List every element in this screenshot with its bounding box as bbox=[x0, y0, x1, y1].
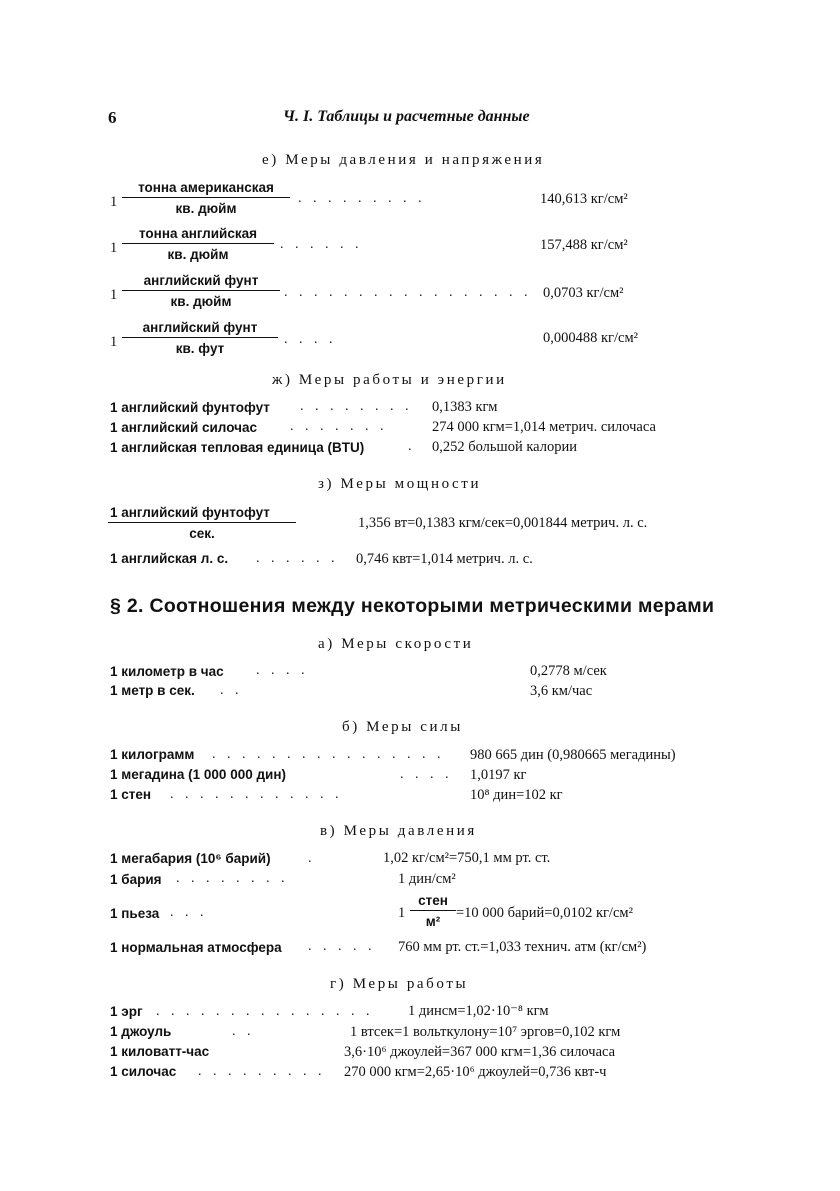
value: 1 дин/см² bbox=[398, 871, 456, 887]
fraction-numerator: 1 английский фунтофут bbox=[108, 505, 296, 523]
leader-dots: . . . . bbox=[284, 332, 337, 347]
section-title-pressure-metric: в) Меры давления bbox=[320, 823, 477, 839]
row-label: 1 силочас bbox=[110, 1064, 177, 1079]
running-title: Ч. I. Таблицы и расчетные данные bbox=[283, 108, 530, 125]
fraction-numerator: тонна американская bbox=[122, 180, 290, 198]
fraction-numerator: английский фунт bbox=[122, 273, 280, 291]
section-title-force: б) Меры силы bbox=[342, 719, 463, 735]
leader-dots: . . . . . . . . bbox=[300, 399, 413, 414]
section-heading: § 2. Соотношения между некоторыми метрическими мерами bbox=[110, 595, 715, 617]
value: 980 665 дин (0,980665 мегадины) bbox=[470, 747, 676, 763]
leader-dots: . . . . . . . . . bbox=[198, 1064, 326, 1079]
fraction-denominator: кв. фут bbox=[175, 341, 225, 356]
value: 157,488 кг/см² bbox=[540, 237, 628, 253]
leader-dots: . . . . . . . bbox=[290, 419, 388, 434]
fraction-denominator: кв. дюйм bbox=[175, 201, 237, 216]
value: 0,000488 кг/см² bbox=[543, 330, 638, 346]
row-label: 1 бария bbox=[110, 872, 162, 887]
value: 274 000 кгм=1,014 метрич. силочаса bbox=[432, 419, 656, 435]
numeral-one: 1 bbox=[110, 287, 118, 303]
row-label: 1 нормальная атмосфера bbox=[110, 940, 282, 955]
leader-dots: . . bbox=[232, 1024, 255, 1039]
row-label: 1 метр в сек. bbox=[110, 683, 195, 698]
leader-dots: . . . . bbox=[256, 663, 309, 678]
value: 1,02 кг/см²=750,1 мм рт. ст. bbox=[383, 850, 551, 866]
leader-dots: . bbox=[308, 851, 316, 866]
value: 270 000 кгм=2,65·10⁶ джоулей=0,736 квт-ч bbox=[344, 1064, 607, 1080]
leader-dots: . . . . . . bbox=[256, 551, 339, 566]
value: 0,746 квт=1,014 метрич. л. с. bbox=[356, 551, 533, 567]
leader-dots: . . bbox=[220, 683, 243, 698]
fraction-numerator: английский фунт bbox=[122, 320, 278, 338]
value: 140,613 кг/см² bbox=[540, 191, 628, 207]
row-label: 1 мегадина (1 000 000 дин) bbox=[110, 767, 286, 782]
row-label: 1 килограмм bbox=[110, 747, 195, 762]
value: 0,1383 кгм bbox=[432, 399, 498, 415]
fraction bbox=[122, 273, 280, 309]
row-label: 1 пьеза bbox=[110, 906, 160, 921]
row-label: 1 английский фунтофут bbox=[110, 400, 270, 415]
row-label: 1 стен bbox=[110, 787, 152, 802]
value: 3,6·10⁶ джоулей=367 000 кгм=1,36 силочаса bbox=[344, 1044, 616, 1060]
value: 0,252 большой калории bbox=[432, 439, 577, 455]
section-title-work-energy: ж) Меры работы и энергии bbox=[272, 372, 507, 388]
fraction-denominator: м² bbox=[425, 914, 441, 929]
fraction bbox=[122, 320, 278, 356]
row-label: 1 английская л. с. bbox=[110, 551, 229, 566]
value: 1 втсек=1 вольткулону=10⁷ эргов=0,102 кгм bbox=[350, 1024, 621, 1040]
leader-dots: . . . . . bbox=[308, 939, 376, 954]
section-title-power: з) Меры мощности bbox=[318, 476, 482, 492]
row-label: 1 эрг bbox=[110, 1004, 143, 1019]
leader-dots: . . . bbox=[170, 905, 208, 920]
value-numeral: 1 bbox=[398, 905, 406, 921]
numeral-one: 1 bbox=[110, 194, 118, 210]
leader-dots: . . . . . . . . . . . . bbox=[170, 787, 343, 802]
row-label: 1 киловатт-час bbox=[110, 1044, 210, 1059]
fraction-denominator: кв. дюйм bbox=[170, 294, 232, 309]
fraction bbox=[108, 505, 296, 541]
fraction-numerator: тонна английская bbox=[122, 226, 274, 244]
fraction bbox=[122, 226, 274, 262]
numeral-one: 1 bbox=[110, 240, 118, 256]
value: =10 000 барий=0,0102 кг/см² bbox=[456, 905, 633, 921]
fraction-denominator: кв. дюйм bbox=[167, 247, 229, 262]
fraction-numerator: стен bbox=[410, 893, 456, 911]
leader-dots: . . . . . . . . . . . . . . . . bbox=[212, 747, 445, 762]
row-label: 1 джоуль bbox=[110, 1024, 172, 1039]
value: 0,2778 м/сек bbox=[530, 663, 607, 679]
leader-dots: . . . . . . bbox=[280, 237, 363, 252]
numeral-one: 1 bbox=[110, 334, 118, 350]
row-label: 1 мегабария (10⁶ барий) bbox=[110, 851, 271, 866]
fraction-denominator: сек. bbox=[189, 526, 215, 541]
value: 3,6 км/час bbox=[530, 683, 593, 699]
page-number: 6 bbox=[108, 108, 117, 127]
fraction bbox=[122, 180, 290, 216]
leader-dots: . bbox=[408, 439, 416, 454]
value: 1,0197 кг bbox=[470, 767, 527, 783]
row-label: 1 английская тепловая единица (BTU) bbox=[110, 440, 365, 455]
leader-dots: . . . . . . . . . bbox=[298, 191, 426, 206]
value: 1,356 вт=0,1383 кгм/сек=0,001844 метрич. л. с. bbox=[358, 515, 648, 531]
row-label: 1 километр в час bbox=[110, 664, 224, 679]
value: 10⁸ дин=102 кг bbox=[470, 787, 563, 803]
section-title-work: г) Меры работы bbox=[330, 976, 469, 992]
value: 1 динсм=1,02·10⁻⁸ кгм bbox=[408, 1003, 549, 1019]
leader-dots: . . . . . . . . . . . . . . . bbox=[156, 1004, 374, 1019]
fraction bbox=[410, 893, 456, 929]
row-label: 1 английский силочас bbox=[110, 420, 257, 435]
value: 760 мм рт. ст.=1,033 технич. атм (кг/см²) bbox=[398, 939, 647, 955]
section-title-pressure: е) Меры давления и напряжения bbox=[262, 152, 545, 168]
leader-dots: . . . . . . . . bbox=[176, 871, 289, 886]
leader-dots: . . . . . . . . . . . . . . . . . bbox=[284, 285, 532, 300]
section-title-speed: а) Меры скорости bbox=[318, 636, 474, 652]
leader-dots: . . . . bbox=[400, 767, 453, 782]
value: 0,0703 кг/см² bbox=[543, 285, 624, 301]
